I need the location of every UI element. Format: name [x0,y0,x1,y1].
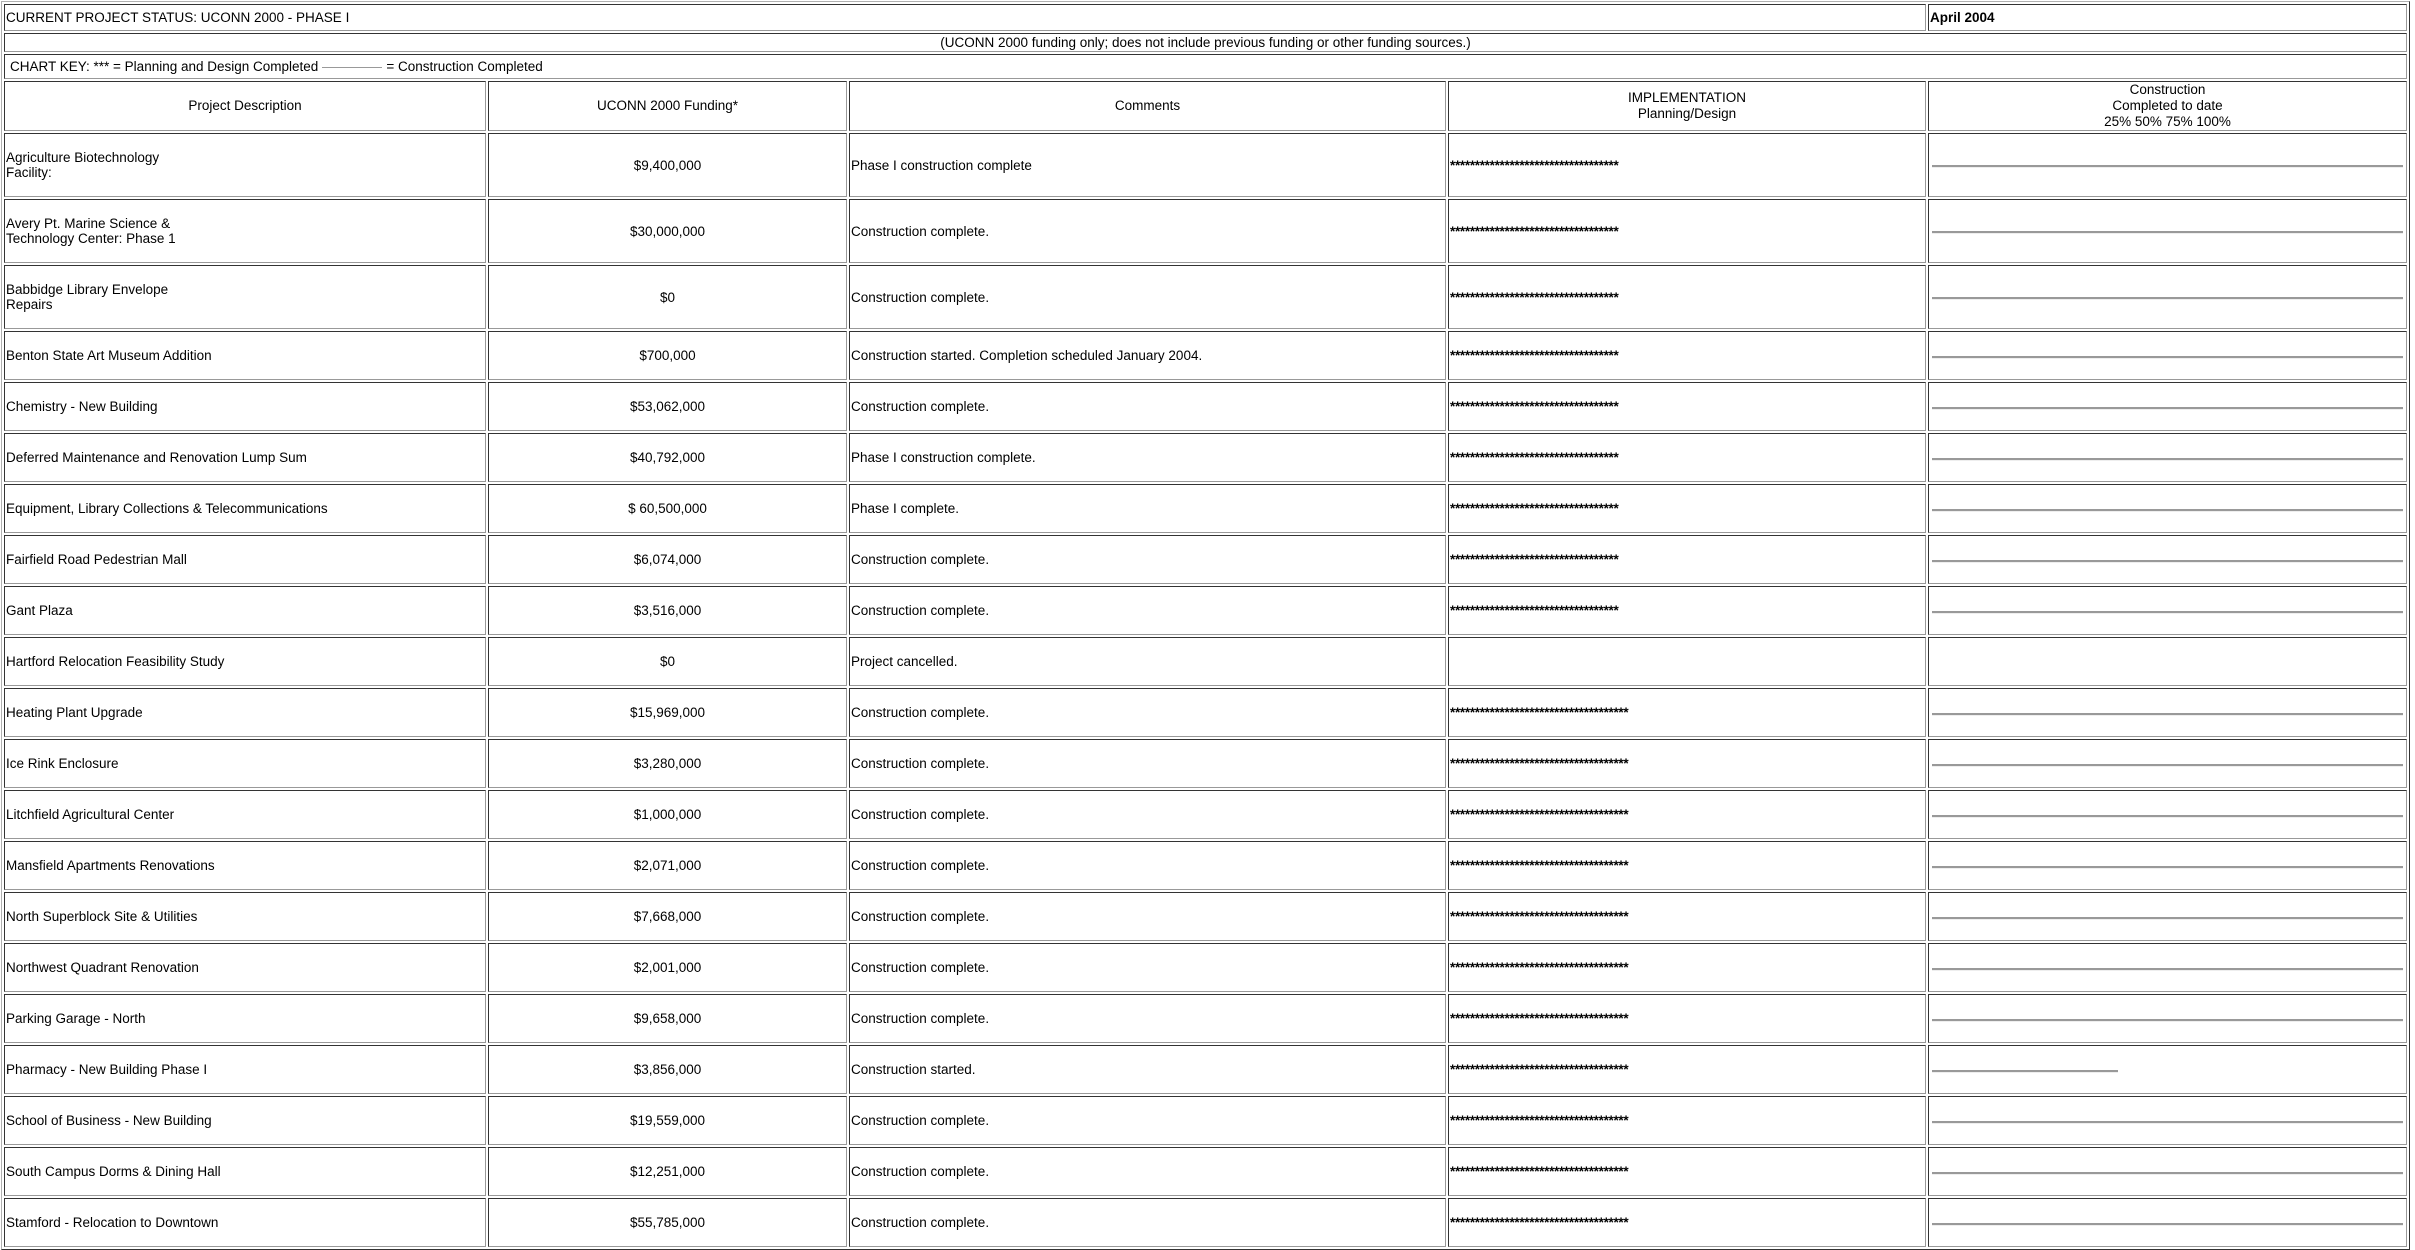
planning-progress: ********************************** [1448,199,1926,263]
construction-progress [1928,688,2407,737]
chart-key-row [4,54,2407,79]
construction-progress [1928,535,2407,584]
construction-progress-bar [1932,231,2403,234]
table-row [4,841,2407,890]
construction-bar-track [1930,995,2405,1042]
planning-progress: ************************************ [1448,688,1926,737]
comment: Construction complete. [849,382,1446,431]
construction-progress-bar [1932,165,2403,168]
construction-progress-bar [1932,1121,2403,1124]
construction-progress [1928,382,2407,431]
funding-amount: $2,001,000 [488,943,847,992]
table-row [4,484,2407,533]
description-line-1: North Superblock Site & Utilities [6,909,198,924]
project-description [4,688,486,737]
construction-bar-track [1930,893,2405,940]
planning-progress: ************************************ [1448,841,1926,890]
description-line-1: Mansfield Apartments Renovations [6,858,215,873]
comment: Phase I construction complete. [849,433,1446,482]
project-description [4,484,486,533]
planning-progress [1448,637,1926,686]
construction-bar-track [1930,638,2405,685]
construction-progress-bar [1932,297,2403,300]
planning-progress: ********************************** [1448,382,1926,431]
construction-progress-bar [1932,764,2403,767]
funding-amount: $3,280,000 [488,739,847,788]
description-line-1: Equipment, Library Collections & Telecommunications [6,501,328,516]
planning-progress: ********************************** [1448,586,1926,635]
construction-progress-bar [1932,866,2403,869]
funding-amount: $6,074,000 [488,535,847,584]
project-description [4,1096,486,1145]
construction-bar-track [1930,740,2405,787]
funding-amount: $40,792,000 [488,433,847,482]
funding-amount: $7,668,000 [488,892,847,941]
planning-progress: ************************************ [1448,1198,1926,1247]
project-description [4,892,486,941]
comment: Construction complete. [849,790,1446,839]
comment: Phase I construction complete [849,133,1446,197]
construction-bar-track [1930,383,2405,430]
construction-progress [1928,637,2407,686]
funding-amount: $0 [488,637,847,686]
construction-progress [1928,1045,2407,1094]
construction-progress [1928,133,2407,197]
table-row [4,265,2407,329]
construction-bar-track [1930,1199,2405,1246]
comment: Construction complete. [849,535,1446,584]
description-line-1: Avery Pt. Marine Science & [6,216,171,231]
page-title: CURRENT PROJECT STATUS: UCONN 2000 - PHASE I [4,4,1926,31]
construction-progress [1928,265,2407,329]
planning-progress: ************************************ [1448,1096,1926,1145]
project-description [4,637,486,686]
planning-progress: ************************************ [1448,1147,1926,1196]
funding-amount: $3,856,000 [488,1045,847,1094]
construction-progress [1928,1147,2407,1196]
project-status-table [1,1,2410,1250]
description-line-1: Heating Plant Upgrade [6,705,143,720]
construction-progress-bar [1932,611,2403,614]
funding-amount: $53,062,000 [488,382,847,431]
description-line-1: School of Business - New Building [6,1113,212,1128]
chart-key-planning: CHART KEY: *** = Planning and Design Completed [10,59,319,74]
funding-amount: $55,785,000 [488,1198,847,1247]
planning-progress: ********************************** [1448,535,1926,584]
comment: Construction complete. [849,739,1446,788]
column-header-funding: UCONN 2000 Funding* [488,81,847,131]
description-line-1: Northwest Quadrant Renovation [6,960,199,975]
project-description [4,841,486,890]
funding-amount: $1,000,000 [488,790,847,839]
table-row [4,1096,2407,1145]
planning-progress: ********************************** [1448,133,1926,197]
construction-progress-bar [1932,458,2403,461]
table-row [4,382,2407,431]
funding-amount: $19,559,000 [488,1096,847,1145]
comment: Phase I complete. [849,484,1446,533]
funding-note: (UCONN 2000 funding only; does not include previous funding or other funding sources.) [4,33,2407,52]
cons-header-line1: Construction [2129,82,2206,97]
funding-amount: $3,516,000 [488,586,847,635]
comment: Construction complete. [849,994,1446,1043]
cons-header-line2: Completed to date [2112,98,2223,113]
table-row [4,535,2407,584]
table-row [4,586,2407,635]
construction-bar-track [1930,200,2405,262]
project-description [4,382,486,431]
construction-progress [1928,994,2407,1043]
project-description [4,535,486,584]
funding-amount: $9,658,000 [488,994,847,1043]
project-description [4,994,486,1043]
project-description [4,433,486,482]
construction-progress-bar [1932,713,2403,716]
column-header-comments: Comments [849,81,1446,131]
construction-progress-bar [1932,815,2403,818]
planning-progress: ********************************** [1448,265,1926,329]
construction-progress-bar [1932,356,2403,359]
project-description [4,1147,486,1196]
column-header-implementation [1448,81,1926,131]
comment: Construction complete. [849,199,1446,263]
table-row [4,943,2407,992]
planning-progress: ************************************ [1448,943,1926,992]
construction-bar-track [1930,266,2405,328]
construction-bar-track [1930,332,2405,379]
construction-bar-track [1930,587,2405,634]
construction-progress [1928,892,2407,941]
construction-progress [1928,790,2407,839]
column-header-construction [1928,81,2407,131]
description-line-1: Gant Plaza [6,603,73,618]
planning-progress: ************************************ [1448,1045,1926,1094]
funding-amount: $0 [488,265,847,329]
construction-progress [1928,943,2407,992]
construction-progress-bar [1932,1223,2403,1226]
construction-bar-track [1930,791,2405,838]
construction-progress [1928,739,2407,788]
construction-progress [1928,1198,2407,1247]
construction-progress-bar [1932,509,2403,512]
comment: Construction complete. [849,1198,1446,1247]
construction-progress [1928,433,2407,482]
table-row [4,637,2407,686]
planning-progress: ************************************ [1448,739,1926,788]
construction-bar-track [1930,1097,2405,1144]
comment: Construction complete. [849,586,1446,635]
table-row [4,1045,2407,1094]
construction-bar-track [1930,1046,2405,1093]
table-row [4,433,2407,482]
description-line-1: Pharmacy - New Building Phase I [6,1062,208,1077]
description-line-2: Technology Center: Phase 1 [6,231,176,246]
description-line-2: Facility: [6,165,52,180]
project-description [4,199,486,263]
construction-line-sample-icon [322,67,382,68]
construction-progress [1928,1096,2407,1145]
description-line-1: Deferred Maintenance and Renovation Lump Sum [6,450,307,465]
comment: Construction complete. [849,892,1446,941]
construction-progress-bar [1932,1070,2118,1073]
table-row [4,790,2407,839]
project-description [4,1045,486,1094]
comment: Construction complete. [849,943,1446,992]
table-row [4,331,2407,380]
construction-progress [1928,484,2407,533]
planning-progress: ************************************ [1448,892,1926,941]
funding-amount: $9,400,000 [488,133,847,197]
construction-bar-track [1930,134,2405,196]
construction-bar-track [1930,485,2405,532]
description-line-1: Parking Garage - North [6,1011,146,1026]
funding-amount: $700,000 [488,331,847,380]
subtitle-row [4,33,2407,52]
chart-key [4,54,2407,79]
project-description [4,265,486,329]
construction-progress-bar [1932,968,2403,971]
construction-progress-bar [1932,560,2403,563]
project-description [4,943,486,992]
table-row [4,1147,2407,1196]
project-description [4,739,486,788]
description-line-1: South Campus Dorms & Dining Hall [6,1164,221,1179]
construction-progress [1928,841,2407,890]
project-description [4,331,486,380]
table-row [4,133,2407,197]
project-description [4,586,486,635]
table-row [4,688,2407,737]
construction-progress [1928,331,2407,380]
construction-progress-bar [1932,1019,2403,1022]
construction-progress [1928,586,2407,635]
construction-progress [1928,199,2407,263]
table-row [4,892,2407,941]
project-description [4,790,486,839]
table-row [4,199,2407,263]
comment: Project cancelled. [849,637,1446,686]
description-line-1: Agriculture Biotechnology [6,150,160,165]
report-date: April 2004 [1928,4,2407,31]
funding-amount: $12,251,000 [488,1147,847,1196]
impl-header-line2: Planning/Design [1637,106,1737,121]
description-line-1: Stamford - Relocation to Downtown [6,1215,219,1230]
construction-bar-track [1930,1148,2405,1195]
planning-progress: ********************************** [1448,331,1926,380]
table-row [4,1198,2407,1247]
planning-progress: ************************************ [1448,790,1926,839]
description-line-1: Litchfield Agricultural Center [6,807,175,822]
chart-key-construction: = Construction Completed [386,59,543,74]
comment: Construction started. Completion scheduled January 2004. [849,331,1446,380]
comment: Construction complete. [849,688,1446,737]
construction-bar-track [1930,842,2405,889]
funding-amount: $30,000,000 [488,199,847,263]
construction-progress-bar [1932,407,2403,410]
description-line-1: Ice Rink Enclosure [6,756,119,771]
description-line-1: Chemistry - New Building [6,399,158,414]
description-line-1: Babbidge Library Envelope [6,282,169,297]
cons-header-line3: 25% 50% 75% 100% [2104,114,2231,129]
construction-progress-bar [1932,1172,2403,1175]
funding-amount: $15,969,000 [488,688,847,737]
impl-header-line1: IMPLEMENTATION [1628,90,1747,105]
column-header-row [4,81,2407,131]
construction-bar-track [1930,536,2405,583]
project-description [4,133,486,197]
funding-amount: $ 60,500,000 [488,484,847,533]
comment: Construction complete. [849,841,1446,890]
table-row [4,739,2407,788]
planning-progress: ********************************** [1448,484,1926,533]
description-line-2: Repairs [6,297,53,312]
description-line-1: Hartford Relocation Feasibility Study [6,654,225,669]
construction-bar-track [1930,944,2405,991]
construction-bar-track [1930,689,2405,736]
construction-progress-bar [1932,917,2403,920]
comment: Construction complete. [849,1147,1446,1196]
table-row [4,994,2407,1043]
funding-amount: $2,071,000 [488,841,847,890]
comment: Construction started. [849,1045,1446,1094]
description-line-1: Benton State Art Museum Addition [6,348,212,363]
comment: Construction complete. [849,265,1446,329]
description-line-1: Fairfield Road Pedestrian Mall [6,552,187,567]
construction-bar-track [1930,434,2405,481]
planning-progress: ********************************** [1448,433,1926,482]
column-header-description: Project Description [4,81,486,131]
title-row [4,4,2407,31]
project-description [4,1198,486,1247]
comment: Construction complete. [849,1096,1446,1145]
planning-progress: ************************************ [1448,994,1926,1043]
